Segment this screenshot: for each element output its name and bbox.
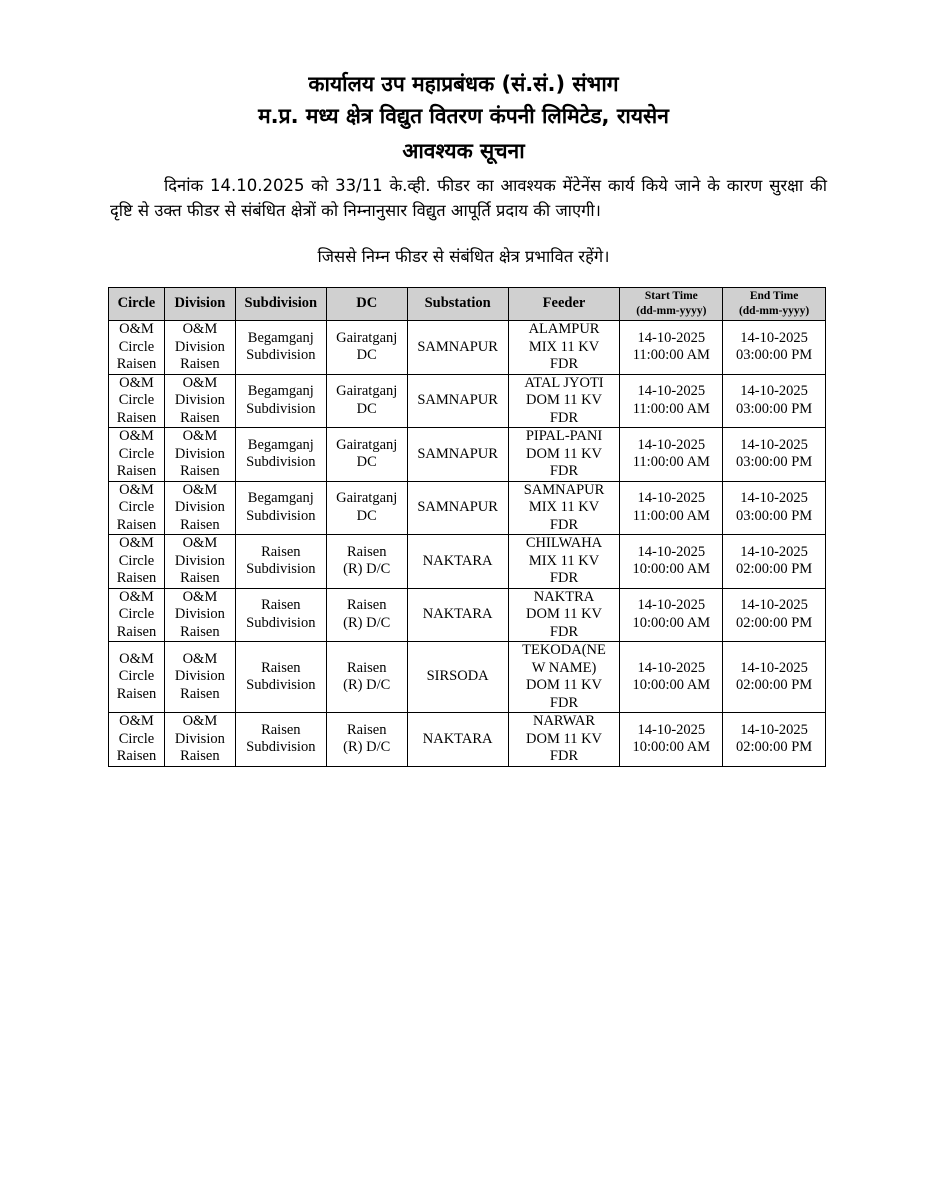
subdivision-cell [235,588,326,642]
start-time-cell [620,321,723,375]
dc-cell-line: (R) D/C [343,561,391,578]
start-time-cell-line: 10:00:00 AM [632,561,711,578]
feeder-cell-line: MIX 11 KV [528,338,600,355]
feeder-cell-line: CHILWAHA [525,535,603,551]
substation-cell: SAMNAPUR [407,321,508,375]
circle-cell [109,321,165,375]
end-time-cell [723,374,826,428]
substation-cell: NAKTARA [407,713,508,767]
col-header-dc: DC [326,288,407,321]
division-cell-line: Raisen [180,356,220,372]
dc-cell [326,713,407,767]
end-time-cell-line: 14-10-2025 [740,436,808,453]
table-header-row [109,288,826,321]
division-cell-line: Division [174,499,225,515]
subdivision-cell [235,535,326,589]
table-row [109,588,826,642]
circle-cell-line: O&M [119,650,154,667]
circle-cell-line: O&M [119,321,154,337]
notice-title: आवश्यक सूचना [402,139,525,163]
start-time-cell-line: 14-10-2025 [637,383,706,400]
feeder-cell-line: DOM 11 KV [526,445,603,462]
feeder-cell-line: FDR [549,623,579,640]
feeder-cell-line: DOM 11 KV [526,606,603,622]
subdivision-cell-line: Raisen [261,721,301,738]
division-cell-line: Raisen [180,463,220,479]
dc-cell-line: Gairatganj [336,436,398,453]
subdivision-cell-line: Subdivision [246,454,316,471]
subdivision-cell-line: Raisen [261,659,301,676]
end-time-cell-line: 03:00:00 PM [736,507,813,524]
feeder-cell-line: DOM 11 KV [526,730,603,747]
division-cell [164,713,235,767]
start-time-cell [620,428,723,482]
circle-cell-line: Circle [118,606,155,622]
start-time-cell-line: 10:00:00 AM [632,614,711,631]
notice-paragraph: दिनांक 14.10.2025 को 33/11 के.व्ही. फीडर का आवश्यक मेंटेनेंस कार्य किये जाने के कारण सुरक्षा की दृष्टि से उक्त फीडर से संबंधित क्षेत्रों को निम्नानुसार विद्युत आपूर्ति प्रदाय की जाएगी। [110,176,827,220]
subdivision-cell-line: Begamganj [247,436,314,453]
division-cell-line: Division [174,445,225,462]
subdivision-cell-line: Subdivision [246,347,316,364]
subdivision-cell-line: Subdivision [246,614,316,631]
start-time-cell [620,374,723,428]
end-time-cell [723,428,826,482]
division-cell-line: O&M [182,481,218,498]
division-cell [164,374,235,428]
col-header-substation: Substation [407,288,508,321]
feeder-cell-line: ALAMPUR [528,321,600,337]
substation-cell: NAKTARA [407,535,508,589]
subdivision-cell-line: Raisen [261,597,301,614]
circle-cell-line: Raisen [116,748,157,764]
office-title: कार्यालय उप महाप्रबंधक (सं.सं.) संभाग [308,72,619,96]
dc-cell-line: Raisen [346,543,387,560]
dc-cell [326,588,407,642]
col-header-start-time [620,288,723,321]
circle-cell [109,428,165,482]
end-time-cell [723,588,826,642]
start-time-cell-line: 11:00:00 AM [632,454,710,471]
col-header-end-time [723,288,826,321]
start-time-format: (dd-mm-yyyy) [636,305,707,317]
division-cell [164,535,235,589]
feeder-cell [508,428,620,482]
circle-cell-line: O&M [119,428,154,444]
circle-cell-line: Raisen [116,623,157,640]
subdivision-cell-line: Begamganj [247,329,314,346]
feeder-cell [508,481,620,535]
dc-cell [326,535,407,589]
circle-cell-line: O&M [119,481,154,498]
division-cell-line: O&M [182,321,218,337]
table-row [109,535,826,589]
start-time-cell [620,535,723,589]
start-time-cell-line: 14-10-2025 [637,659,706,676]
subdivision-cell-line: Subdivision [246,561,316,578]
table-row [109,321,826,375]
feeder-cell-line: FDR [549,409,579,426]
dc-cell-line: Gairatganj [336,490,398,507]
subdivision-cell [235,481,326,535]
dc-cell-line: Raisen [346,721,387,738]
end-time-cell-line: 14-10-2025 [740,543,808,560]
table-row [109,428,826,482]
start-time-cell-line: 11:00:00 AM [632,507,710,524]
circle-cell-line: Raisen [116,463,157,479]
circle-cell-line: Raisen [116,685,157,702]
end-time-cell-line: 02:00:00 PM [736,677,813,693]
circle-cell-line: O&M [119,588,154,605]
dc-cell-line: (R) D/C [343,677,391,693]
substation-cell: SAMNAPUR [407,374,508,428]
dc-cell [326,321,407,375]
substation-cell: NAKTARA [407,588,508,642]
dc-cell-line: Raisen [346,659,387,676]
feeder-cell-line: ATAL JYOTI [524,374,604,391]
end-time-cell-line: 14-10-2025 [740,659,808,676]
division-cell-line: Raisen [180,409,220,426]
end-time-cell-line: 02:00:00 PM [736,614,813,631]
start-time-cell-line: 11:00:00 AM [632,400,710,417]
feeder-cell-line: NARWAR [532,713,596,729]
subdivision-cell-line: Raisen [261,543,301,560]
feeder-cell-line: PIPAL-PANI [525,428,603,444]
substation-cell: SIRSODA [407,642,508,713]
feeder-cell-line: NAKTRA [533,588,595,605]
col-header-feeder: Feeder [508,288,620,321]
division-cell-line: O&M [182,428,218,444]
end-time-format: (dd-mm-yyyy) [738,305,810,317]
start-time-cell [620,713,723,767]
end-time-cell [723,713,826,767]
circle-cell-line: Circle [118,392,155,408]
division-cell-line: Division [174,338,225,355]
shutdown-schedule-table [108,287,826,767]
division-cell-line: O&M [182,650,218,667]
dc-cell [326,481,407,535]
subdivision-cell-line: Subdivision [246,400,316,417]
table-row [109,713,826,767]
division-cell-line: Division [174,552,225,569]
subdivision-cell [235,642,326,713]
end-time-label: End Time [749,290,799,302]
circle-cell-line: Circle [118,445,155,462]
circle-cell-line: Circle [118,730,155,747]
start-time-cell-line: 10:00:00 AM [632,739,711,756]
feeder-cell-line: MIX 11 KV [528,499,600,515]
circle-cell [109,535,165,589]
subdivision-cell-line: Begamganj [247,383,314,400]
circle-cell [109,374,165,428]
circle-cell-line: Raisen [116,516,157,533]
subdivision-cell-line: Subdivision [246,507,316,524]
end-time-cell-line: 03:00:00 PM [736,454,813,471]
division-cell-line: Raisen [180,685,220,702]
feeder-cell-line: DOM 11 KV [526,392,603,408]
feeder-cell-line: FDR [549,694,579,711]
division-cell-line: O&M [182,588,218,605]
dc-cell-line: DC [356,507,377,524]
dc-cell [326,374,407,428]
division-cell-line: O&M [182,713,218,729]
affected-areas-line: जिससे निम्न फीडर से संबंधित क्षेत्र प्रभावित रहेंगे। [317,247,610,266]
subdivision-cell [235,321,326,375]
col-header-subdivision: Subdivision [235,288,326,321]
end-time-cell-line: 03:00:00 PM [736,347,813,364]
dc-cell-line: Raisen [346,597,387,614]
feeder-cell [508,321,620,375]
circle-cell-line: Raisen [116,570,157,586]
division-cell-line: O&M [182,374,218,391]
end-time-cell [723,321,826,375]
feeder-cell-line: FDR [549,516,579,533]
feeder-cell-line: FDR [549,748,579,764]
substation-cell: SAMNAPUR [407,428,508,482]
start-time-cell-line: 14-10-2025 [637,597,706,614]
circle-cell-line: O&M [119,713,154,729]
division-cell [164,588,235,642]
table-row [109,374,826,428]
circle-cell [109,713,165,767]
start-time-cell-line: 14-10-2025 [637,329,706,346]
division-cell-line: Division [174,668,225,685]
division-cell-line: Division [174,392,225,408]
circle-cell-line: Circle [118,338,155,355]
dc-cell-line: Gairatganj [336,383,398,400]
start-time-cell-line: 10:00:00 AM [632,677,711,693]
dc-cell-line: DC [356,454,377,471]
division-cell-line: Division [174,730,225,747]
start-time-cell-line: 14-10-2025 [637,543,706,560]
end-time-cell [723,642,826,713]
feeder-cell [508,535,620,589]
start-time-cell [620,588,723,642]
circle-cell [109,481,165,535]
feeder-cell [508,374,620,428]
subdivision-cell [235,713,326,767]
circle-cell [109,588,165,642]
feeder-cell [508,642,620,713]
circle-cell-line: Raisen [116,409,157,426]
subdivision-cell-line: Subdivision [246,677,316,693]
feeder-cell-line: TEKODA(NE [522,642,606,658]
substation-cell: SAMNAPUR [407,481,508,535]
division-cell-line: Raisen [180,570,220,586]
circle-cell [109,642,165,713]
circle-cell-line: Circle [118,552,155,569]
dc-cell-line: (R) D/C [343,739,391,756]
subdivision-cell [235,374,326,428]
start-time-cell-line: 14-10-2025 [637,490,706,507]
feeder-cell-line: FDR [549,463,579,479]
division-cell [164,642,235,713]
table-row [109,481,826,535]
dc-cell [326,428,407,482]
subdivision-cell [235,428,326,482]
start-time-cell [620,642,723,713]
start-time-cell-line: 14-10-2025 [637,436,706,453]
end-time-cell-line: 14-10-2025 [740,721,808,738]
end-time-cell-line: 03:00:00 PM [736,400,813,417]
dc-cell-line: DC [356,400,377,417]
end-time-cell [723,535,826,589]
end-time-cell-line: 14-10-2025 [740,597,808,614]
end-time-cell-line: 14-10-2025 [740,383,808,400]
circle-cell-line: Circle [118,499,155,515]
dc-cell [326,642,407,713]
circle-cell-line: O&M [119,535,154,551]
division-cell [164,321,235,375]
start-time-cell-line: 14-10-2025 [637,721,706,738]
division-cell [164,428,235,482]
division-cell [164,481,235,535]
feeder-cell-line: MIX 11 KV [528,552,600,569]
start-time-cell-line: 11:00:00 AM [632,347,710,364]
subdivision-cell-line: Begamganj [247,490,314,507]
table-row [109,642,826,713]
start-time-cell [620,481,723,535]
feeder-cell-line: DOM 11 KV [526,677,603,693]
division-cell-line: Division [174,606,225,622]
division-cell-line: Raisen [180,748,220,764]
company-title: म.प्र. मध्य क्षेत्र विद्युत वितरण कंपनी लिमिटेड, रायसेन [258,104,669,128]
subdivision-cell-line: Subdivision [246,739,316,756]
end-time-cell-line: 02:00:00 PM [736,739,813,756]
circle-cell-line: Circle [118,668,155,685]
division-cell-line: O&M [182,535,218,551]
division-cell-line: Raisen [180,623,220,640]
end-time-cell-line: 02:00:00 PM [736,561,813,578]
dc-cell-line: Gairatganj [336,329,398,346]
end-time-cell [723,481,826,535]
division-cell-line: Raisen [180,516,220,533]
col-header-division: Division [164,288,235,321]
dc-cell-line: DC [356,347,377,364]
col-header-circle: Circle [109,288,165,321]
feeder-cell-line: FDR [549,356,579,372]
feeder-cell [508,588,620,642]
feeder-cell-line: FDR [549,570,579,586]
feeder-cell [508,713,620,767]
end-time-cell-line: 14-10-2025 [740,329,808,346]
circle-cell-line: O&M [119,374,154,391]
feeder-cell-line: SAMNAPUR [523,481,605,498]
table-body [109,321,826,767]
feeder-cell-line: W NAME) [531,659,597,676]
circle-cell-line: Raisen [116,356,157,372]
end-time-cell-line: 14-10-2025 [740,490,808,507]
dc-cell-line: (R) D/C [343,614,391,631]
start-time-label: Start Time [644,290,698,302]
